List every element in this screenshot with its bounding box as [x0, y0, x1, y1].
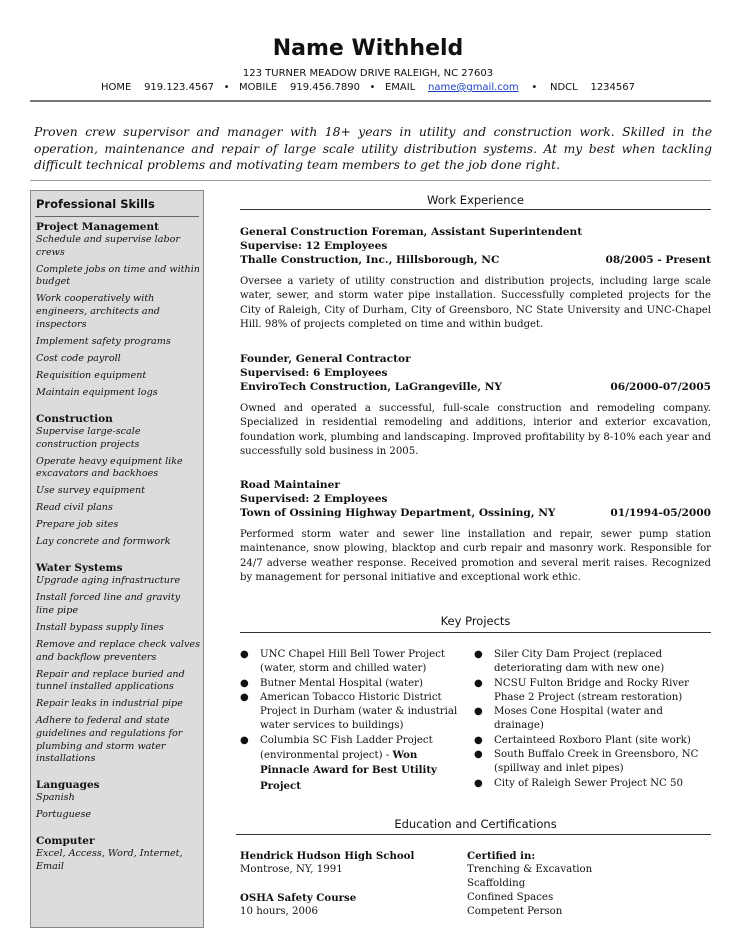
skill-item: Complete jobs on time and within budget — [36, 263, 200, 288]
job-description: Oversee a variety of utility construction and distribution projects, including large scale water, sewer, and storm water pipe installation. Successfully completed projects for the City of Raleigh, City of Durham, City of Greensboro, NC State University and UNC-Chapel Hill. 98% of projects completed on time and within budget. — [240, 276, 711, 330]
skill-item: Maintain equipment logs — [36, 386, 158, 398]
project-item — [238, 677, 460, 691]
job-company: Thalle Construction, Inc., Hillsborough, NC 08/2005 - Present — [240, 254, 711, 266]
project-item — [238, 734, 460, 794]
cert-item: Confined Spaces — [467, 892, 554, 903]
skill-item: Work cooperatively with engineers, architects and inspectors — [36, 293, 160, 330]
bullet-icon: ● — [474, 749, 483, 761]
project-item — [472, 734, 704, 748]
summary-divider — [30, 180, 711, 181]
skills-section-title: Construction — [36, 412, 113, 425]
school-detail: Montrose, NY, 1991 — [240, 864, 343, 875]
bullet: • — [223, 82, 230, 93]
job-description: Owned and operated a successful, full-scale construction and remodeling company. Specialized in residential remodeling and additions, interior and exterior excavation, foundation work, plumbing and landscaping. Improved profitability by 8-10% each year and successfully sold business in 2005. — [240, 403, 711, 457]
project-text: Siler City Dam Project (replaced deteriorating dam with new one) — [494, 649, 665, 675]
skill-item: Excel, Access, Word, Internet, Email — [36, 848, 183, 873]
bullet-icon: ● — [240, 734, 249, 746]
project-item — [238, 691, 460, 734]
skill-item: Schedule and supervise labor crews — [36, 234, 180, 258]
job-title: General Construction Foreman, Assistant Superintendent — [240, 226, 583, 238]
job-company: EnviroTech Construction, LaGrangeville, NY 06/2000-07/2005 — [240, 381, 711, 393]
skills-sidebar — [30, 190, 204, 928]
project-text: American Tobacco Historic District Project in Durham (water & industrial water services to buildings) — [260, 691, 458, 732]
skills-divider — [35, 216, 199, 217]
skills-section-title: Water Systems — [36, 562, 123, 575]
school-name: Hendrick Hudson High School — [240, 850, 415, 862]
job-3 — [240, 478, 711, 585]
project-text: Butner Mental Hospital (water) — [260, 677, 423, 689]
job-dates: 06/2000-07/2005 — [610, 381, 711, 393]
mobile-phone: 919.456.7890 — [289, 82, 360, 93]
education-divider — [236, 834, 711, 835]
bullet-icon: ● — [474, 734, 483, 746]
skill-item: Install forced line and gravity line pipe — [36, 592, 181, 616]
project-item — [472, 748, 704, 777]
project-text: UNC Chapel Hill Bell Tower Project (water, storm and chilled water) — [260, 649, 446, 675]
work-divider — [240, 209, 711, 210]
project-text: City of Raleigh Sewer Project NC 50 — [494, 777, 683, 789]
email-label: EMAIL — [384, 82, 416, 93]
job-title: Road Maintainer — [240, 479, 340, 491]
job-dates: 01/1994-05/2000 — [610, 507, 711, 519]
skill-item: Implement safety programs — [36, 335, 171, 347]
certified-label: Certified in: — [467, 850, 536, 862]
projects-left-column — [238, 648, 460, 794]
skills-title: Professional Skills — [36, 197, 155, 211]
project-item — [472, 648, 704, 677]
project-item — [238, 648, 460, 677]
skill-item: Portuguese — [36, 809, 92, 821]
cert-item: Competent Person — [467, 906, 563, 917]
work-title: Work Experience — [427, 193, 524, 207]
skill-item: Repair and replace buried and tunnel installed applications — [36, 668, 185, 693]
course-name: OSHA Safety Course — [240, 892, 357, 904]
skill-item: Remove and replace check valves and backflow preventers — [36, 638, 200, 663]
skill-item: Install bypass supply lines — [36, 621, 164, 633]
project-item — [472, 705, 704, 734]
bullet-icon: ● — [474, 649, 483, 660]
skill-item: Prepare job sites — [36, 519, 119, 531]
projects-right-column — [472, 648, 704, 791]
bullet: • — [369, 82, 376, 93]
project-item — [472, 677, 704, 706]
projects-title: Key Projects — [440, 614, 511, 628]
skill-item: Operate heavy equipment like excavators and backhoes — [36, 455, 183, 480]
project-text: NCSU Fulton Bridge and Rocky River Phase 2 Project (stream restoration) — [494, 677, 690, 703]
skill-item: Requisition equipment — [36, 369, 147, 381]
bullet-icon: ● — [240, 691, 249, 703]
job-company: Town of Ossining Highway Department, Ossining, NY 01/1994-05/2000 — [240, 507, 711, 519]
skill-item: Repair leaks in industrial pipe — [36, 698, 183, 710]
job-dates: 08/2005 - Present — [605, 254, 711, 266]
bullet-icon: ● — [474, 677, 483, 689]
job-1 — [240, 225, 711, 332]
bullet-icon: ● — [474, 777, 483, 789]
home-label: HOME — [101, 82, 132, 93]
job-description: Performed storm water and sewer line installation and repair, sewer pump station maintenance, snow plowing, blacktop and curb repair and masonry work. Responsible for 24/7 adverse weather response. Received promotion and several merit raises. Recognized by management for personal initiative and exceptional work ethic. — [240, 529, 711, 583]
skills-section-title: Project Management — [36, 221, 159, 233]
job-supervise: Supervise: 12 Employees — [240, 240, 388, 252]
project-text: South Buffalo Creek in Greensboro, NC (spillway and inlet pipes) — [494, 749, 699, 775]
project-award: Won Pinnacle Award for Best Utility Project — [260, 749, 437, 792]
summary: Proven crew supervisor and manager with 18+ years in utility and construction work. Skilled in the operation, maintenance and repair of large scale utility distribution systems. At my best when tackling difficult technical problems and motivating team members to get the job done right. — [34, 125, 712, 172]
ndcl-label: NDCL — [550, 82, 578, 93]
header-divider — [30, 100, 711, 102]
address: 123 TURNER MEADOW DRIVE RALEIGH, NC 27603 — [242, 68, 494, 79]
project-text: Moses Cone Hospital (water and drainage) — [494, 706, 663, 732]
ndcl-number: 1234567 — [590, 82, 635, 93]
cert-item: Trenching & Excavation — [467, 864, 593, 875]
projects-divider — [240, 632, 711, 633]
job-supervise: Supervised: 2 Employees — [240, 493, 388, 505]
job-title: Founder, General Contractor — [240, 353, 411, 365]
skill-item: Read civil plans — [36, 502, 113, 514]
resume-name: Name Withheld — [272, 36, 464, 61]
project-text: Certainteed Roxboro Plant (site work) — [494, 734, 691, 746]
bullet-icon: ● — [240, 677, 249, 689]
job-2 — [240, 352, 711, 459]
project-item — [472, 777, 704, 791]
mobile-label: MOBILE — [239, 82, 278, 93]
skill-item: Spanish — [36, 792, 75, 804]
skills-section-title: Computer — [36, 835, 95, 848]
skill-item: Upgrade aging infrastructure — [36, 575, 181, 587]
skills-list — [36, 221, 200, 878]
email-link[interactable]: name@gmail.com — [427, 82, 519, 93]
bullet-icon: ● — [240, 649, 249, 660]
skill-item: Use survey equipment — [36, 485, 146, 497]
bullet: • — [531, 82, 538, 93]
project-text: Columbia SC Fish Ladder Project (environmental project) - — [260, 734, 433, 762]
cert-item: Scaffolding — [467, 878, 526, 889]
certifications — [467, 849, 707, 919]
skill-item: Lay concrete and formwork — [36, 536, 171, 548]
skill-item: Supervise large-scale construction projects — [36, 425, 141, 450]
skills-section-title: Languages — [36, 779, 100, 792]
home-phone: 919.123.4567 — [144, 82, 215, 93]
course-detail: 10 hours, 2006 — [240, 906, 318, 917]
skill-item: Cost code payroll — [36, 352, 121, 364]
job-supervise: Supervised: 6 Employees — [240, 367, 388, 379]
skill-item: Adhere to federal and state guidelines and regulations for plumbing and storm water installations — [36, 715, 183, 765]
bullet-icon: ● — [474, 706, 483, 718]
contact-line — [0, 82, 736, 93]
education-left — [240, 849, 450, 919]
education-title: Education and Certifications — [394, 817, 557, 831]
